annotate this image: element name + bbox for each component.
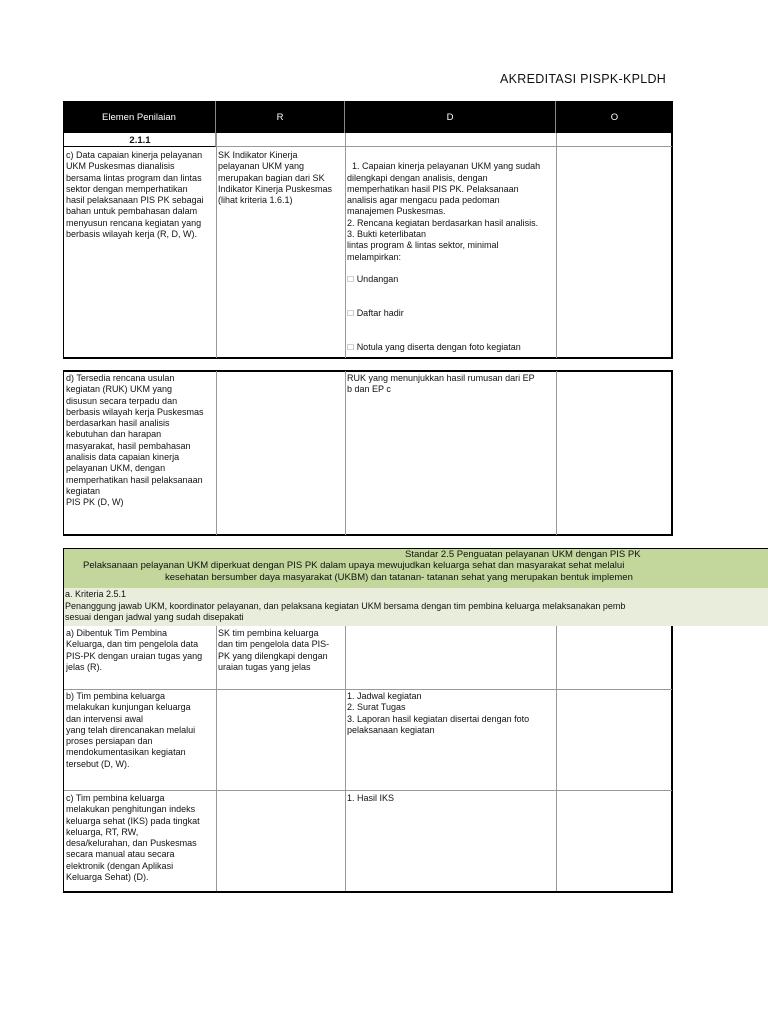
r-d <box>216 373 346 533</box>
checkbox-icon: ☐ <box>347 309 355 319</box>
kriteria-description-line2: sesuai dengan jadwal yang sudah disepakati <box>65 612 244 622</box>
standar-title: Standar 2.5 Penguatan pelayanan UKM dengan PIS PK <box>405 549 641 560</box>
o-c <box>556 150 672 350</box>
o-d <box>556 373 672 533</box>
checkbox-icon: ☐ <box>347 275 355 285</box>
d-c-item: ☐ Notula yang diserta dengan foto kegiatan <box>347 342 521 353</box>
elemen-d: d) Tersedia rencana usulan kegiatan (RUK) UKM yang disusun secara terpadu dan berbasis wilayah kerja Puskesmas berdasarkan hasil analisis kebutuhan dan harapan masyarakat, hasil pembahasan analisis data capaian kinerja pelayanan UKM, dengan memperhatikan hasil pelaksanaan kegiatan PIS PK (D, W) <box>66 373 204 508</box>
document-title: AKREDITASI PISPK-KPLDH <box>500 72 667 86</box>
kriteria-description-line1: Penanggung jawab UKM, koordinator pelayanan, dan pelaksana kegiatan UKM bersama dengan tim pembina keluarga melaksanakan pemb <box>65 601 626 611</box>
d-d: RUK yang menunjukkan hasil rumusan dari EP b dan EP c <box>347 373 535 395</box>
checkbox-icon: ☐ <box>347 343 355 353</box>
header-elemen-penilaian: Elemen Penilaian <box>63 101 216 133</box>
elemen-c2: c) Tim pembina keluarga melakukan penghitungan indeks keluarga sehat (IKS) pada tingkat keluarga, RT, RW, desa/kelurahan, dan Puskesmas secara manual atau secara elektronik (dengan Aplikasi Keluarga Sehat) (D). <box>66 793 200 883</box>
r-c: SK Indikator Kinerja pelayanan UKM yang merupakan bagian dari SK Indikator Kinerja Puskesmas (lihat kriteria 1.6.1) <box>218 150 333 206</box>
header-d: D <box>345 101 556 133</box>
d-a <box>345 628 557 688</box>
o-a <box>556 628 672 688</box>
o-b <box>556 691 672 789</box>
r-a: SK tim pembina keluarga dan tim pengelola data PIS- PK yang dilengkapi dengan uraian tugas yang jelas <box>218 628 330 672</box>
o-c2 <box>556 793 672 889</box>
d-c-item: ☐ Undangan <box>347 274 399 285</box>
standar-description-line1: Pelaksanaan pelayanan UKM diperkuat dengan PIS PK dalam upaya mewujudkan keluarga sehat dan masyarakat sehat melalui <box>83 560 625 571</box>
r-c2 <box>216 793 346 889</box>
criteria-code: 2.1.1 <box>129 135 151 146</box>
elemen-b: b) Tim pembina keluarga melakukan kunjungan keluarga dan intervensi awal yang telah direncanakan melalui proses persiapan dan mendokumentasikan kegiatan tersebut (D, W). <box>66 691 196 769</box>
d-c2: 1. Hasil IKS <box>347 793 395 803</box>
divider <box>216 146 672 147</box>
d-b: 1. Jadwal kegiatan 2. Surat Tugas 3. Laporan hasil kegiatan disertai dengan foto pelaksanaan kegiatan <box>347 691 530 735</box>
elemen-a: a) Dibentuk Tim Pembina Keluarga, dan tim pengelola data PIS-PK dengan uraian tugas yang jelas (R). <box>66 628 203 672</box>
divider <box>64 790 672 791</box>
standar-description-line2: kesehatan bersumber daya masyarakat (UKBM) dan tatanan- tatanan sehat yang merupakan bentuk implemen <box>165 572 633 583</box>
elemen-c: c) Data capaian kinerja pelayanan UKM Puskesmas dianalisis bersama lintas program dan lintas sektor dengan memperhatikan hasil pelaksanaan PIS PK sebagai bahan untuk pembahasan dalam menyusun rencana kegiatan yang berbasis wilayah kerja (R, D, W). <box>66 150 204 240</box>
divider <box>64 689 672 690</box>
d-c-text: 1. Capaian kinerja pelayanan UKM yang sudah dilengkapi dengan analisis, dengan memperhatikan hasil PIS PK. Pelaksanaan analisis agar mengacu pada pedoman manajemen Puskesmas. 2. Rencana kegiatan berdasarkan hasil analisis. 3. Bukti keterlibatan lintas program & lintas sektor, minimal melampirkan: <box>347 161 541 262</box>
header-o: O <box>610 111 619 123</box>
r-b <box>216 691 346 789</box>
kriteria-label: a. Kriteria 2.5.1 <box>65 589 127 599</box>
header-r: R <box>216 101 345 133</box>
d-c <box>345 150 557 355</box>
d-c-item: ☐ Daftar hadir <box>347 308 404 319</box>
